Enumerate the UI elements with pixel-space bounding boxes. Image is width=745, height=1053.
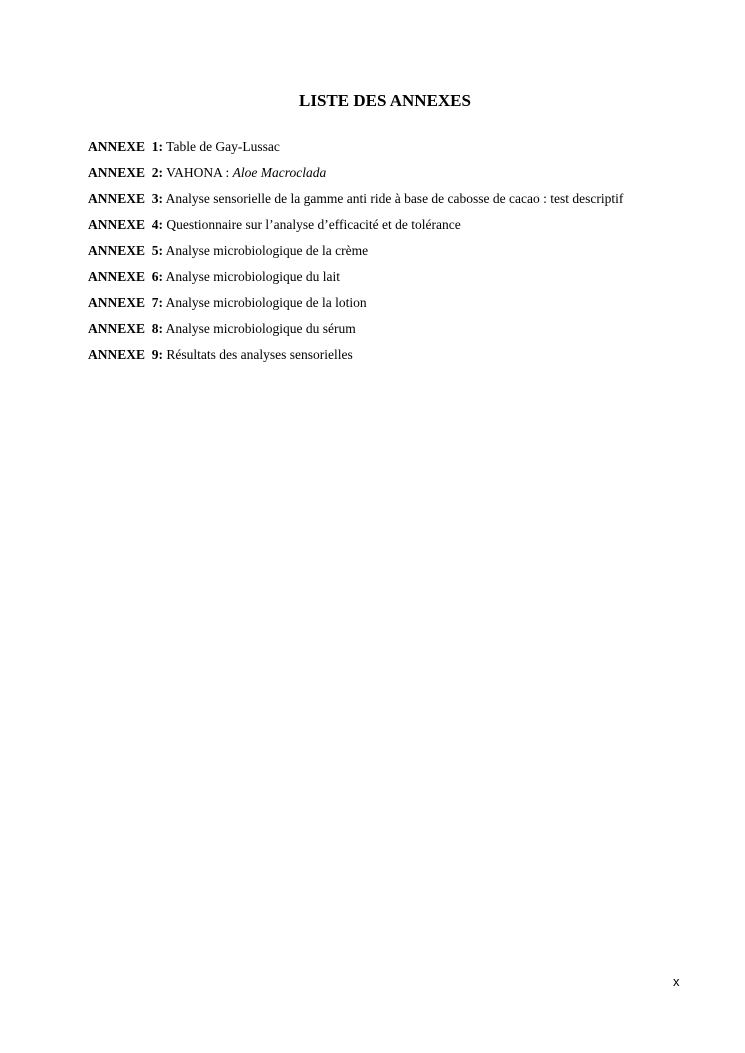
annex-title-italic: Aloe Macroclada [232, 165, 327, 180]
annex-label: ANNEXE [88, 165, 146, 180]
page-number: x [673, 974, 680, 989]
annex-title: Résultats des analyses sensorielles [166, 347, 353, 362]
annex-number: 7: [151, 295, 164, 310]
page-title: LISTE DES ANNEXES [299, 91, 471, 110]
annex-label: ANNEXE [88, 243, 146, 258]
annex-title: Analyse sensorielle de la gamme anti ride à base de cabosse de cacao : test descriptif [165, 191, 624, 206]
list-item [88, 342, 648, 368]
annex-number: 1: [151, 139, 164, 154]
annex-title: Analyse microbiologique de la crème [165, 243, 369, 258]
annex-title: VAHONA : [166, 165, 233, 180]
annex-number: 8: [151, 321, 164, 336]
annex-label: ANNEXE [88, 347, 146, 362]
annex-label: ANNEXE [88, 295, 146, 310]
annex-number: 5: [151, 243, 164, 258]
list-item [88, 160, 648, 186]
annex-label: ANNEXE [88, 139, 146, 154]
annex-number: 9: [151, 347, 164, 362]
list-item [88, 134, 648, 160]
list-item [88, 212, 648, 238]
annex-title: Questionnaire sur l’analyse d’efficacité et de tolérance [166, 217, 461, 232]
annex-number: 3: [151, 191, 164, 206]
annex-list [88, 134, 648, 368]
annex-title: Analyse microbiologique de la lotion [165, 295, 367, 310]
list-item [88, 264, 648, 290]
list-item [88, 290, 648, 316]
annex-label: ANNEXE [88, 321, 146, 336]
annex-title: Analyse microbiologique du sérum [165, 321, 356, 336]
annex-label: ANNEXE [88, 217, 146, 232]
annex-number: 4: [151, 217, 164, 232]
list-item [88, 238, 648, 264]
annex-title: Table de Gay-Lussac [166, 139, 280, 154]
annex-number: 2: [151, 165, 164, 180]
annex-title: Analyse microbiologique du lait [165, 269, 340, 284]
annex-label: ANNEXE [88, 269, 146, 284]
annex-label: ANNEXE [88, 191, 146, 206]
list-item [88, 316, 648, 342]
list-item [88, 186, 648, 212]
annex-number: 6: [151, 269, 164, 284]
